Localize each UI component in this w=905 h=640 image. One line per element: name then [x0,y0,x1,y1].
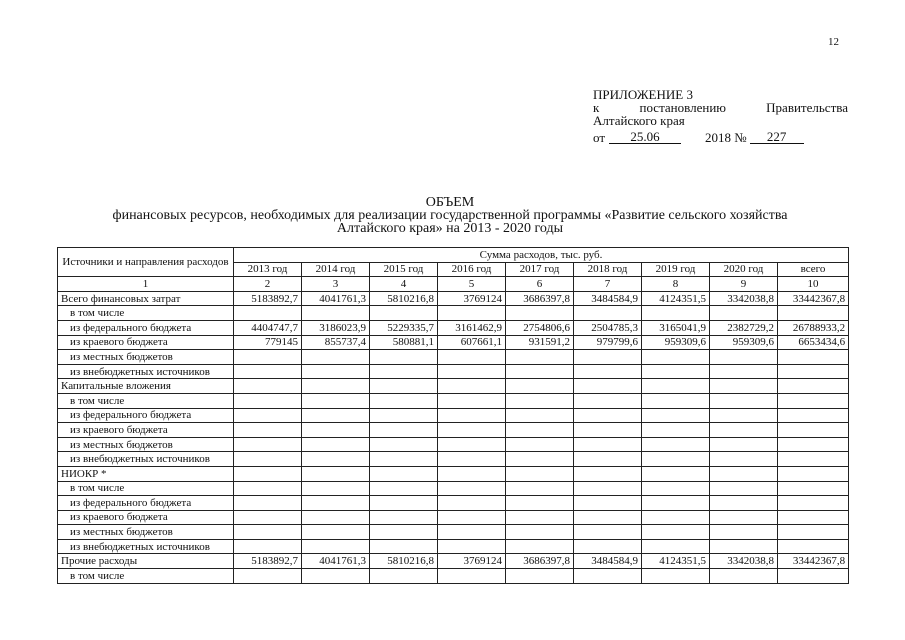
value-cell [438,496,506,511]
value-cell [506,306,574,321]
value-cell: 2382729,2 [710,320,778,335]
row-label: из местных бюджетов [58,437,234,452]
table-row [58,510,849,525]
value-cell [438,569,506,584]
value-cell [642,510,710,525]
value-cell: 959309,6 [642,335,710,350]
value-cell: 3165041,9 [642,320,710,335]
appendix-government-word: Правительства [766,100,848,115]
value-cell: 580881,1 [370,335,438,350]
value-cell [574,423,642,438]
year-header: 2017 год [506,262,574,277]
value-cell: 959309,6 [710,335,778,350]
year-header: 2018 год [574,262,642,277]
value-cell [438,364,506,379]
value-cell [574,350,642,365]
value-cell: 5810216,8 [370,291,438,306]
table-row [58,539,849,554]
row-label: из краевого бюджета [58,423,234,438]
table-row [58,554,849,569]
column-number: 10 [778,277,849,292]
value-cell [302,393,370,408]
value-cell [710,408,778,423]
table-row [58,393,849,408]
row-label: из внебюджетных источников [58,364,234,379]
value-cell: 5229335,7 [370,320,438,335]
value-cell [574,510,642,525]
value-cell [302,466,370,481]
value-cell: 3686397,8 [506,291,574,306]
value-cell [370,350,438,365]
table-row [58,569,849,584]
table-row [58,379,849,394]
table-row [58,452,849,467]
value-cell: 6653434,6 [778,335,849,350]
value-cell: 3342038,8 [710,554,778,569]
value-cell [370,393,438,408]
row-label: Прочие расходы [58,554,234,569]
appendix-number: 227 [750,131,804,144]
value-cell [642,496,710,511]
table-row [58,350,849,365]
table-row [58,496,849,511]
value-cell [642,379,710,394]
value-cell [302,481,370,496]
value-cell [302,496,370,511]
row-label: в том числе [58,569,234,584]
value-cell [710,437,778,452]
value-cell [778,437,849,452]
value-cell [778,466,849,481]
value-cell [234,423,302,438]
table-row [58,466,849,481]
value-cell [302,569,370,584]
value-cell: 3186023,9 [302,320,370,335]
source-header: Источники и направления расходов [58,248,234,277]
value-cell [506,350,574,365]
table-row [58,320,849,335]
value-cell [370,525,438,540]
value-cell: 3484584,9 [574,291,642,306]
value-cell [302,525,370,540]
column-number: 8 [642,277,710,292]
table-row [58,481,849,496]
value-cell [370,437,438,452]
value-cell [438,539,506,554]
value-cell [778,350,849,365]
value-cell [710,525,778,540]
value-cell [574,481,642,496]
value-cell [370,408,438,423]
value-cell [642,364,710,379]
value-cell [574,496,642,511]
value-cell [234,481,302,496]
value-cell [506,496,574,511]
value-cell [438,481,506,496]
value-cell [234,466,302,481]
row-label: из внебюджетных источников [58,452,234,467]
value-cell [302,423,370,438]
value-cell [370,539,438,554]
value-cell [710,510,778,525]
table-row [58,291,849,306]
table-row [58,408,849,423]
value-cell [438,393,506,408]
budget-table [57,247,849,584]
value-cell [710,423,778,438]
value-cell [710,466,778,481]
value-cell [574,408,642,423]
column-number: 1 [58,277,234,292]
table-row [58,437,849,452]
value-cell [642,466,710,481]
value-cell [234,510,302,525]
appendix-to-word: к [593,100,600,115]
value-cell [438,510,506,525]
value-cell [574,437,642,452]
value-cell [778,510,849,525]
column-number: 6 [506,277,574,292]
year-header: 2020 год [710,262,778,277]
value-cell: 3484584,9 [574,554,642,569]
value-cell [234,364,302,379]
value-cell [778,379,849,394]
appendix-date: 25.06 [609,131,681,144]
value-cell: 2754806,6 [506,320,574,335]
value-cell [710,379,778,394]
value-cell [302,350,370,365]
value-cell [710,350,778,365]
value-cell: 607661,1 [438,335,506,350]
value-cell [778,452,849,467]
column-number: 5 [438,277,506,292]
value-cell [778,481,849,496]
value-cell [778,393,849,408]
column-number: 2 [234,277,302,292]
row-label: Всего финансовых затрат [58,291,234,306]
value-cell [370,481,438,496]
value-cell [438,437,506,452]
value-cell [642,569,710,584]
value-cell: 4124351,5 [642,291,710,306]
value-cell [506,452,574,467]
table-row [58,335,849,350]
value-cell: 26788933,2 [778,320,849,335]
value-cell [642,350,710,365]
table-row [58,306,849,321]
value-cell [302,364,370,379]
value-cell [506,364,574,379]
table-row [58,423,849,438]
value-cell [234,393,302,408]
value-cell: 3769124 [438,554,506,569]
value-cell [234,569,302,584]
value-cell: 5183892,7 [234,554,302,569]
value-cell [574,393,642,408]
value-cell [710,393,778,408]
value-cell [506,423,574,438]
table-row [58,525,849,540]
row-label: из федерального бюджета [58,408,234,423]
column-numbers-row [58,277,849,292]
value-cell [302,306,370,321]
heading-line-2: Алтайского края» на 2013 - 2020 годы [336,221,564,236]
value-cell [574,539,642,554]
row-label: Капитальные вложения [58,379,234,394]
value-cell [574,452,642,467]
appendix-date-line [593,131,848,144]
value-cell: 33442367,8 [778,291,849,306]
value-cell [642,393,710,408]
value-cell: 3769124 [438,291,506,306]
value-cell [642,481,710,496]
value-cell [302,510,370,525]
value-cell [506,466,574,481]
value-cell [574,364,642,379]
value-cell [642,306,710,321]
appendix-year: 2018 № [705,130,747,145]
heading-title: ОБЪЕМ [425,195,475,210]
value-cell [642,437,710,452]
row-label: из внебюджетных источников [58,539,234,554]
value-cell [778,408,849,423]
value-cell: 979799,6 [574,335,642,350]
value-cell [778,525,849,540]
row-label: из местных бюджетов [58,350,234,365]
value-cell [438,452,506,467]
value-cell [778,569,849,584]
value-cell [506,408,574,423]
appendix-region: Алтайского края [593,113,685,128]
value-cell [370,496,438,511]
value-cell [642,525,710,540]
value-cell [506,481,574,496]
value-cell [302,452,370,467]
value-cell: 931591,2 [506,335,574,350]
value-cell: 4041761,3 [302,554,370,569]
value-cell: 3686397,8 [506,554,574,569]
appendix-resolution-word: постановлению [639,100,726,115]
value-cell [710,364,778,379]
value-cell [574,466,642,481]
value-cell [370,510,438,525]
value-cell [370,379,438,394]
value-cell [370,569,438,584]
value-cell [506,525,574,540]
value-cell [574,525,642,540]
value-cell: 5810216,8 [370,554,438,569]
value-cell [642,408,710,423]
table-body [58,291,849,583]
sum-header: Сумма расходов, тыс. руб. [234,248,849,263]
value-cell [642,452,710,467]
page-number: 12 [828,36,839,48]
value-cell [710,481,778,496]
row-label: из федерального бюджета [58,496,234,511]
value-cell [438,408,506,423]
year-header: 2019 год [642,262,710,277]
value-cell [234,496,302,511]
value-cell [234,539,302,554]
column-number: 7 [574,277,642,292]
value-cell [574,379,642,394]
document-heading [40,196,860,235]
row-label: НИОКР * [58,466,234,481]
column-number: 3 [302,277,370,292]
value-cell [438,306,506,321]
value-cell [506,379,574,394]
value-cell: 3342038,8 [710,291,778,306]
value-cell [438,350,506,365]
value-cell [778,364,849,379]
year-header: 2013 год [234,262,302,277]
value-cell [370,452,438,467]
value-cell [234,306,302,321]
value-cell [778,496,849,511]
value-cell [234,350,302,365]
value-cell [778,423,849,438]
value-cell: 855737,4 [302,335,370,350]
value-cell [710,539,778,554]
value-cell: 3161462,9 [438,320,506,335]
value-cell [778,539,849,554]
value-cell [370,466,438,481]
value-cell [302,437,370,452]
table-row [58,364,849,379]
value-cell: 4124351,5 [642,554,710,569]
value-cell: 4404747,7 [234,320,302,335]
value-cell [506,569,574,584]
year-header: всего [778,262,849,277]
row-label: из федерального бюджета [58,320,234,335]
value-cell [506,437,574,452]
value-cell [302,408,370,423]
value-cell [234,379,302,394]
value-cell [234,408,302,423]
value-cell [506,539,574,554]
value-cell [506,393,574,408]
value-cell [438,466,506,481]
value-cell [234,452,302,467]
value-cell [642,423,710,438]
value-cell: 779145 [234,335,302,350]
value-cell [710,569,778,584]
value-cell [574,569,642,584]
value-cell [302,379,370,394]
value-cell [370,306,438,321]
row-label: в том числе [58,481,234,496]
column-number: 4 [370,277,438,292]
value-cell: 5183892,7 [234,291,302,306]
value-cell [778,306,849,321]
value-cell: 33442367,8 [778,554,849,569]
value-cell [438,379,506,394]
value-cell: 2504785,3 [574,320,642,335]
value-cell [710,452,778,467]
heading-line-1: финансовых ресурсов, необходимых для реализации государственной программы «Развитие сельского хозяйства [112,208,788,223]
year-header: 2014 год [302,262,370,277]
row-label: в том числе [58,306,234,321]
appendix-from-word: от [593,130,606,145]
value-cell [574,306,642,321]
column-number: 9 [710,277,778,292]
value-cell [710,306,778,321]
value-cell [370,423,438,438]
appendix-block [593,88,848,144]
row-label: из краевого бюджета [58,335,234,350]
appendix-title: ПРИЛОЖЕНИЕ 3 [593,87,693,102]
value-cell [302,539,370,554]
row-label: из краевого бюджета [58,510,234,525]
value-cell [234,437,302,452]
value-cell [506,510,574,525]
year-header: 2015 год [370,262,438,277]
value-cell [438,525,506,540]
value-cell: 4041761,3 [302,291,370,306]
year-header: 2016 год [438,262,506,277]
value-cell [710,496,778,511]
value-cell [438,423,506,438]
value-cell [642,539,710,554]
row-label: из местных бюджетов [58,525,234,540]
value-cell [370,364,438,379]
row-label: в том числе [58,393,234,408]
value-cell [234,525,302,540]
